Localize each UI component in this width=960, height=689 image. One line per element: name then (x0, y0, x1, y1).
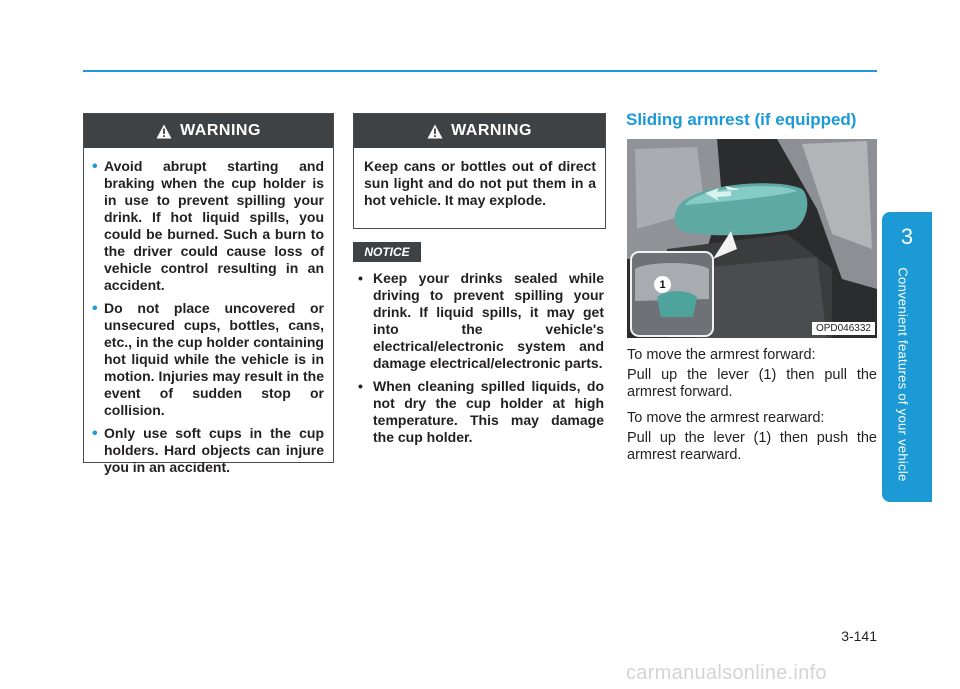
warning-header (84, 114, 333, 148)
bullet-icon: • (92, 300, 98, 317)
bullet-icon: • (358, 270, 363, 286)
chapter-label: Convenient features of your vehicle (895, 266, 911, 482)
warning-triangle-icon (156, 124, 172, 139)
paragraph-rearward-heading: To move the armrest rearward: (627, 410, 825, 426)
chapter-tab (882, 212, 932, 502)
warning-header (354, 114, 605, 148)
bullet-icon: • (358, 378, 363, 394)
page-number: 3-141 (841, 628, 877, 644)
paragraph-forward-instruction: Pull up the lever (1) then pull the armrest forward. (627, 367, 877, 400)
paragraph-forward-heading: To move the armrest forward: (627, 347, 816, 363)
figure-caption: OPD046332 (812, 322, 875, 335)
top-divider (83, 70, 877, 72)
chapter-number: 3 (900, 224, 914, 249)
section-title: Sliding armrest (if equipped) (626, 110, 857, 129)
notice-label: NOTICE (353, 242, 421, 262)
callout-1: 1 (654, 276, 671, 293)
warning-item: • Only use soft cups in the cup holders. Hard objects can injure you in an accident. (92, 425, 324, 475)
warning-item: • Do not place uncovered or unsecured cups, bottles, cans, etc., in the cup holder containing hot liquid while the vehicle is in motion. Injuries may result in the event of sudden stop or collision. (92, 300, 324, 418)
warning-box-middle (353, 113, 606, 229)
paragraph-rearward-instruction: Pull up the lever (1) then push the armrest rearward. (627, 430, 877, 463)
warning-item: • Avoid abrupt starting and braking when the cup holder is in use to prevent spilling your drink. If hot liquid spills, you could be burned. Such a burn to the driver could cause loss of vehicle control resulting in an accident. (92, 158, 324, 293)
warning-title: WARNING (180, 122, 261, 139)
warning-triangle-icon (427, 124, 443, 139)
warning-title: WARNING (451, 122, 532, 139)
armrest-figure (627, 139, 877, 338)
notice-item: • When cleaning spilled liquids, do not dry the cup holder at high temperature. This may damage the cup holder. (358, 378, 604, 445)
bullet-icon: • (92, 425, 98, 442)
watermark: carmanualsonline.info (626, 662, 827, 684)
armrest-illustration (627, 139, 877, 338)
warning-box-left (83, 113, 334, 475)
notice-list (356, 270, 604, 452)
bullet-icon: • (92, 158, 98, 175)
warning-text: Keep cans or bottles out of direct sun light and do not put them in a hot vehicle. It may explode. (364, 158, 596, 208)
notice-item: • Keep your drinks sealed while driving to prevent spilling your drink. If liquid spills, it may get into the vehicle's electrical/electronic system and damage electrical/electronic parts. (358, 270, 604, 371)
